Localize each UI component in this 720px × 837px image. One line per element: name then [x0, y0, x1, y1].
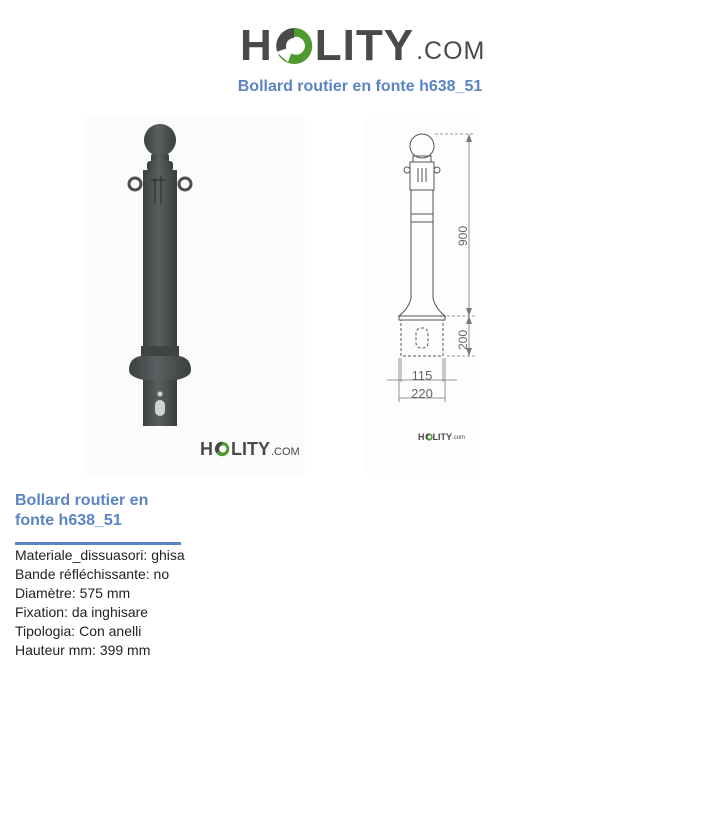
technical-drawing[interactable]: [365, 118, 480, 474]
product-title: Bollard routier en fonte h638_51: [15, 492, 149, 529]
dimension-220: 220: [411, 386, 433, 401]
spec-row-tipologia: Tipologia: Con anelli: [15, 623, 142, 639]
photo-watermark-logo: H LITY .COM: [200, 439, 300, 459]
title-divider: [15, 542, 181, 545]
spec-row-bande: Bande réfléchissante: no: [15, 566, 170, 582]
site-logo[interactable]: [240, 12, 485, 68]
photo-logo-o-icon: [214, 441, 230, 457]
logo-o-icon: [274, 26, 314, 66]
drawing-logo-o-icon: [425, 433, 433, 441]
page-title: Bollard routier en fonte h638_51: [237, 78, 483, 95]
dimension-900: 900: [456, 225, 470, 247]
spec-row-fixation: Fixation: da inghisare: [15, 604, 149, 620]
logo-letters-lity: LITY: [314, 21, 415, 70]
product-photo[interactable]: [85, 118, 305, 474]
spec-list: [15, 546, 185, 660]
drawing-watermark-logo: H LITY .com: [418, 432, 466, 442]
logo-letter-h: H: [240, 21, 273, 70]
spec-row-diametre: Diamètre: 575 mm: [15, 585, 131, 601]
logo-suffix: .COM: [416, 37, 486, 65]
spec-row-hauteur: Hauteur mm: 399 mm: [15, 642, 151, 658]
spec-row-materiale: Materiale_dissuasori: ghisa: [15, 547, 185, 563]
dimension-200: 200: [456, 329, 470, 351]
dimension-115: 115: [411, 368, 433, 383]
